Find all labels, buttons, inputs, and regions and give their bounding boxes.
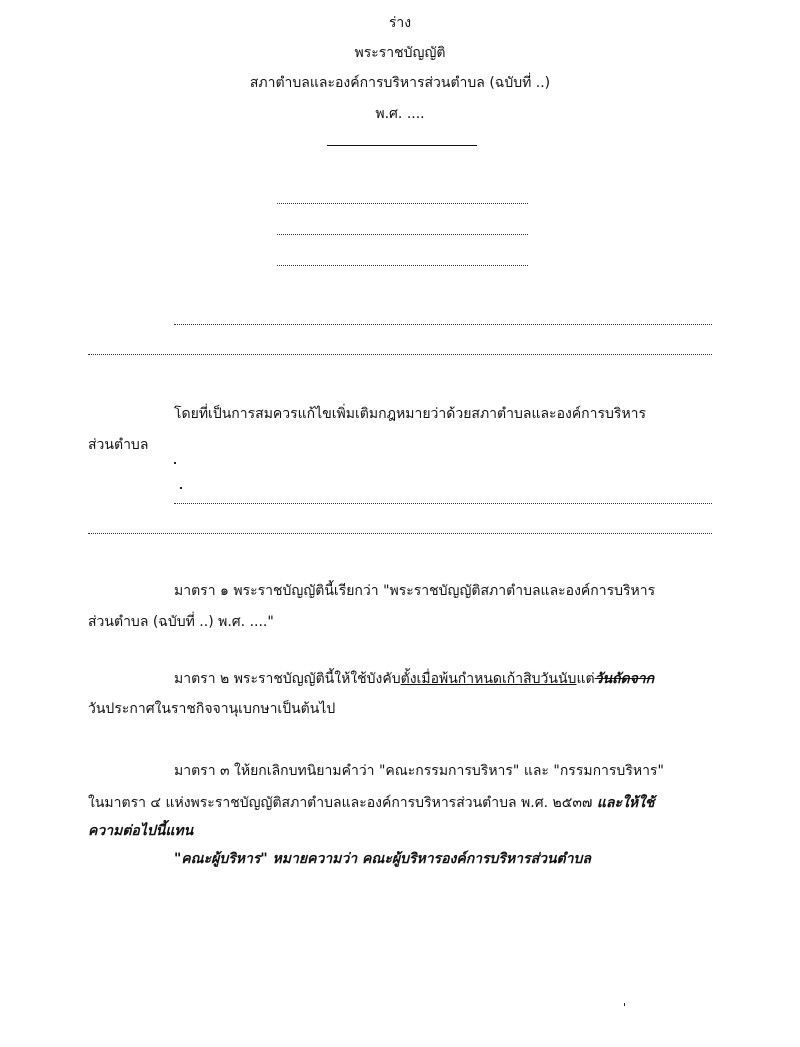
handwritten-amendment: และให้ใช้ xyxy=(596,795,655,811)
act-type-heading: พระราชบัญญัติ xyxy=(354,45,446,61)
section-2-suffix: แต่ xyxy=(576,671,595,687)
section-3-line-2-text: ในมาตรา ๔ แห่งพระราชบัญญัติสภาตำบลและองค์การบริหารส่วนตำบล พ.ศ. ๒๕๓๗ xyxy=(88,795,593,811)
section-2-struck-text: วันถัดจาก xyxy=(594,671,655,687)
section-3-line-1: มาตรา ๓ ให้ยกเลิกบทนิยามคำว่า "คณะกรรมการบริหาร" และ "กรรมการบริหาร" xyxy=(174,763,664,779)
scan-speck xyxy=(624,1003,625,1006)
section-2-line-2: วันประกาศในราชกิจจานุเบกษาเป็นต้นไป xyxy=(88,701,336,717)
section-1-line-1: มาตรา ๑ พระราชบัญญัตินี้เรียกว่า "พระราชบัญญัติสภาตำบลและองค์การบริหาร xyxy=(174,583,656,599)
blank-line xyxy=(88,354,712,355)
draft-label: ร่าง xyxy=(388,15,412,31)
scan-speck xyxy=(180,487,182,489)
section-3-line-2 xyxy=(88,792,654,814)
blank-line xyxy=(174,324,712,325)
handwritten-definition: "คณะผู้บริหาร" หมายความว่า คณะผู้บริหารองค์การบริหารส่วนตำบล xyxy=(174,851,591,867)
blank-line xyxy=(277,203,528,204)
blank-line xyxy=(88,533,712,534)
year-line: พ.ศ. .... xyxy=(375,106,425,122)
section-1-line-2: ส่วนตำบล (ฉบับที่ ..) พ.ศ. ...." xyxy=(88,614,274,630)
section-2-inserted-text: ตั้งเมื่อพ้นกำหนดเก้าสิบวันนับ xyxy=(400,671,577,687)
preamble-line-2: ส่วนตำบล xyxy=(88,437,149,453)
blank-line xyxy=(277,265,528,266)
section-2-prefix: มาตรา ๒ พระราชบัญญัตินี้ให้ใช้บังคับ xyxy=(174,671,401,687)
section-2-line-1 xyxy=(174,668,654,690)
blank-line xyxy=(277,234,528,235)
scan-speck xyxy=(174,462,176,464)
title-divider xyxy=(327,145,477,146)
handwritten-amendment-line: ความต่อไปนี้แทน xyxy=(88,823,194,839)
preamble-line-1: โดยที่เป็นการสมควรแก้ไขเพิ่มเติมกฎหมายว่าด้วยสภาตำบลและองค์การบริหาร xyxy=(174,406,647,422)
act-title: สภาตำบลและองค์การบริหารส่วนตำบล (ฉบับที่ ..) xyxy=(249,75,551,91)
blank-line xyxy=(174,503,712,504)
